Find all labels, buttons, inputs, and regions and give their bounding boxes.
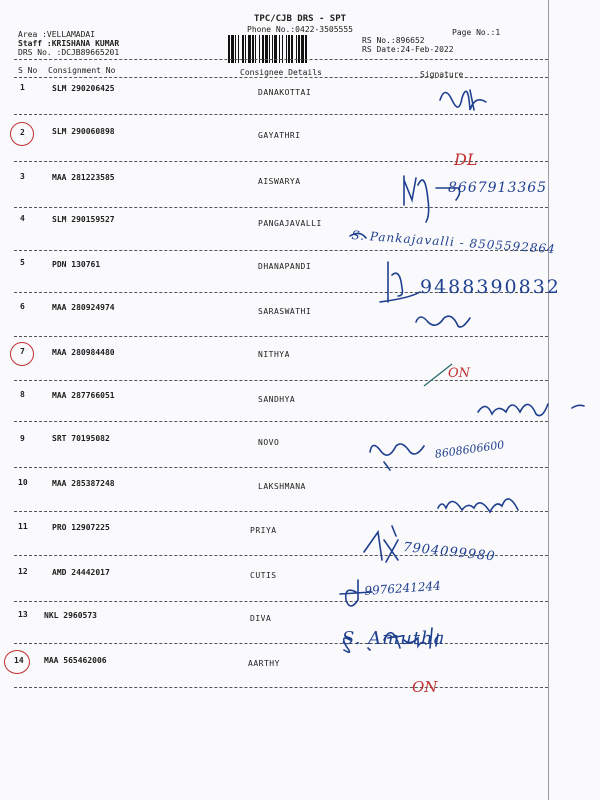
page-number: Page No.:1: [452, 28, 501, 37]
row-sno: 2: [20, 128, 25, 137]
row-divider: [14, 643, 548, 644]
row-sno: 14: [14, 656, 24, 665]
row-sno: 7: [20, 347, 25, 356]
row-consignment: MAA 281223585: [52, 173, 115, 182]
row-7-mark: ON: [448, 366, 471, 381]
row-14-mark: ON: [412, 678, 438, 696]
row-sno: 5: [20, 258, 25, 267]
signature-row-5: [380, 262, 420, 302]
row-2-mark: DL: [454, 150, 478, 169]
row-5-phone: 9488390832: [420, 276, 561, 298]
sheet-title: TPC/CJB DRS - SPT: [253, 14, 347, 24]
row-divider: [14, 511, 548, 512]
row-consignee: AARTHY: [248, 659, 280, 668]
row-divider: [14, 601, 548, 602]
row-consignment: SLM 290060898: [52, 127, 115, 136]
row-divider: [14, 687, 548, 688]
row-divider: [14, 114, 548, 115]
row-consignee: GAYATHRI: [258, 131, 301, 140]
row-sno: 1: [20, 83, 25, 92]
row-consignee: PANGAJAVALLI: [258, 219, 322, 228]
row-consignment: MAA 280924974: [52, 303, 115, 312]
row-sno: 13: [18, 610, 28, 619]
row-sno: 4: [20, 214, 25, 223]
header-divider-bottom: [14, 77, 548, 78]
row-consignee: DANAKOTTAI: [258, 88, 312, 97]
row-consignment: PDN 130761: [52, 260, 101, 269]
col-consignee: Consignee Details: [240, 68, 322, 77]
drs-number: DRS No. :DCJB89665201: [18, 48, 120, 57]
row-sno: 6: [20, 302, 25, 311]
row-divider: [14, 421, 548, 422]
row-consignment: SLM 290159527: [52, 215, 115, 224]
row-sno: 11: [18, 522, 28, 531]
row-13-signature: S. Amutha: [342, 628, 446, 649]
signature-row-11: [364, 526, 398, 562]
col-sno: S No: [18, 66, 38, 75]
row-divider: [14, 336, 548, 337]
row-4-note: S. Pankajavalli - 8505592864: [351, 228, 557, 257]
row-9-phone: 8608606600: [434, 438, 506, 461]
row-consignee: PRIYA: [250, 526, 277, 535]
row-consignment: MAA 280984480: [52, 348, 115, 357]
row-consignee: SANDHYA: [258, 395, 296, 404]
row-sno: 3: [20, 172, 25, 181]
row-consignee: NITHYA: [258, 350, 290, 359]
right-margin-line: [548, 0, 549, 800]
row-sno: 9: [20, 434, 25, 443]
row-consignment: SRT 70195082: [52, 434, 110, 443]
rs-number: RS No.:896652: [362, 36, 425, 45]
row-divider: [14, 467, 548, 468]
row-sno: 12: [18, 567, 28, 576]
row-consignment: MAA 565462006: [44, 656, 107, 665]
row-consignee: NOVO: [258, 438, 280, 447]
row-consignment: AMD 24442017: [52, 568, 110, 577]
row-consignment: MAA 285387248: [52, 479, 115, 488]
row-consignee: DIVA: [250, 614, 272, 623]
rs-date: RS Date:24-Feb-2022: [362, 45, 454, 54]
row-11-phone: 7904099980: [402, 540, 497, 565]
row-consignment: MAA 287766051: [52, 391, 115, 400]
row-divider: [14, 207, 548, 208]
row-7-circle-mark: [10, 342, 34, 366]
row-sno: 10: [18, 478, 28, 487]
row-consignment: SLM 290206425: [52, 84, 115, 93]
row-2-circle-mark: [10, 122, 34, 146]
row-14-circle-mark: [4, 650, 30, 674]
phone-number: Phone No.:0422-3505555: [247, 25, 353, 34]
row-consignment: PRO 12907225: [52, 523, 110, 532]
row-consignee: AISWARYA: [258, 177, 301, 186]
signature-row-6: [416, 316, 470, 327]
row-consignee: LAKSHMANA: [258, 482, 306, 491]
row-consignee: CUTIS: [250, 571, 277, 580]
row-12-phone: 9976241244: [364, 578, 442, 598]
row-3-phone: 8667913365: [448, 180, 548, 196]
staff-label: Staff :KRISHANA KUMAR: [18, 39, 120, 48]
signature-row-1: [440, 90, 486, 110]
row-consignee: SARASWATHI: [258, 307, 312, 316]
col-consignment: Consignment No: [48, 66, 116, 75]
row-sno: 8: [20, 390, 25, 399]
area-label: Area :VELLAMADAI: [18, 30, 96, 39]
header-divider-top: [14, 59, 548, 60]
row-consignee: DHANAPANDI: [258, 262, 312, 271]
signature-row-8: [478, 404, 584, 416]
col-signature: Signature: [420, 70, 464, 79]
row-consignment: NKL 2960573: [44, 611, 97, 620]
